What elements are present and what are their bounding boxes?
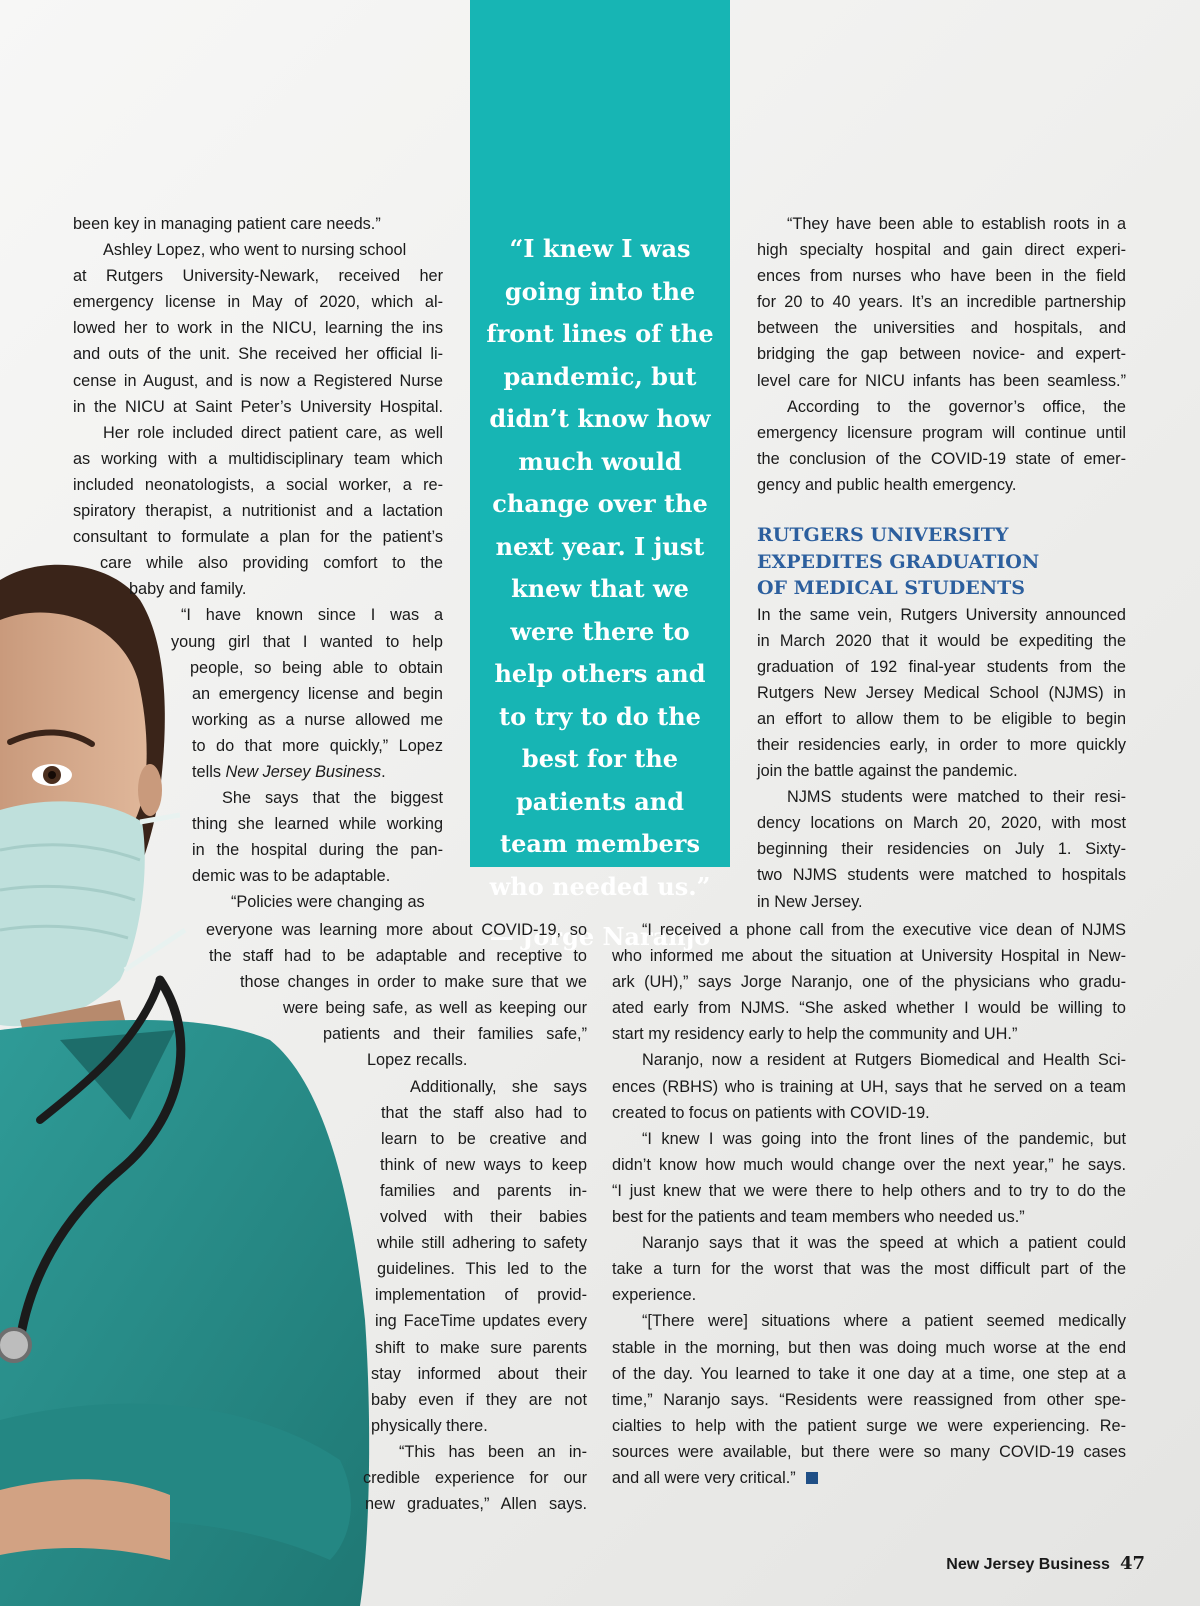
- text-line: for 20 to 40 years. It’s an incredible partnership: [757, 293, 1126, 312]
- headline-line: OF MEDICAL STUDENTS: [757, 577, 1025, 600]
- text-line: new graduates,” Allen says.: [365, 1495, 587, 1514]
- text-line: consultant to formulate a plan for the patient’s: [73, 528, 443, 547]
- text-line: [192, 759, 443, 785]
- text-line: take a turn for the worst that was the most difficult part of the: [612, 1260, 1126, 1279]
- left-column: [73, 211, 443, 916]
- text-line: two NJMS students were matched to hospitals: [757, 866, 1126, 885]
- text-line: guidelines. This led to the: [377, 1260, 587, 1279]
- text-line: NJMS students were matched to their resi-: [787, 788, 1126, 807]
- text-line: ated early from NJMS. “She asked whether I would be willing to: [612, 999, 1126, 1018]
- text-line: “They have been able to establish roots in a: [787, 215, 1126, 233]
- text-line: Lopez recalls.: [367, 1051, 468, 1070]
- text-line: lowed her to work in the NICU, learning the ins: [73, 319, 443, 338]
- text-line: best for the patients and team members who needed us.”: [612, 1208, 1025, 1227]
- footer-publication: New Jersey Business: [946, 1556, 1110, 1573]
- page-number: 47: [1119, 1553, 1145, 1574]
- text-line: between the universities and hospitals, and: [757, 319, 1126, 338]
- text-line: Ashley Lopez, who went to nursing school: [103, 241, 407, 260]
- text-line: According to the governor’s office, the: [787, 397, 1126, 416]
- text-line: the staff had to be adaptable and receptive to: [209, 947, 587, 966]
- text-line: “This has been an in-: [399, 1442, 587, 1461]
- text-line: created to focus on patients with COVID-19.: [612, 1103, 930, 1122]
- text-line: ences (RBHS) who is training at UH, says that he served on a team: [612, 1077, 1126, 1096]
- text-line: at Rutgers University-Newark, received her: [73, 267, 443, 286]
- page-footer: [946, 1553, 1145, 1574]
- text-line: “I just knew that we were there to help others and to try to do the: [612, 1181, 1126, 1200]
- middle-column: [190, 917, 587, 1517]
- text-fragment: .: [381, 762, 386, 781]
- text-line: shift to make sure parents: [375, 1338, 587, 1357]
- end-of-article-mark: [806, 1472, 818, 1484]
- text-line: Her role included direct patient care, as well: [103, 423, 443, 442]
- text-line: included neonatologists, a social worker, a re-: [73, 475, 443, 494]
- text-line: baby even if they are not: [371, 1390, 587, 1409]
- pull-quote-credit: — Jorge Naranjo: [489, 922, 711, 951]
- right-column: [757, 211, 1126, 915]
- text-line: high specialty hospital and gain direct experi-: [757, 241, 1126, 260]
- text-line: dency locations on March 20, 2020, with most: [757, 814, 1126, 833]
- text-fragment: and all were very critical.”: [612, 1468, 796, 1487]
- headline-line: RUTGERS UNIVERSITY: [757, 524, 1009, 547]
- text-line: [612, 1465, 1126, 1491]
- text-line: emergency license in May of 2020, which al-: [73, 293, 443, 312]
- text-line: been key in managing patient care needs.”: [73, 215, 381, 233]
- text-line: “[There were] situations where a patient seemed medically: [642, 1312, 1126, 1331]
- text-line: “I knew I was going into the front lines of the pandemic, but: [642, 1129, 1126, 1148]
- text-line: “I have known since I was a: [181, 606, 443, 625]
- text-line: spiratory therapist, a nutritionist and a lactation: [73, 502, 443, 521]
- text-line: in the hospital during the pan-: [192, 841, 443, 860]
- text-line: stable in the morning, but then was doing much worse at the end: [612, 1338, 1126, 1357]
- text-line: In the same vein, Rutgers University announced: [757, 605, 1126, 624]
- text-line: implementation of provid-: [375, 1286, 587, 1305]
- text-line: were being safe, as well as keeping our: [283, 999, 587, 1018]
- text-line: Rutgers New Jersey Medical School (NJMS) in: [757, 683, 1126, 702]
- text-line: their residencies early, in order to more quickly: [757, 736, 1126, 754]
- text-line: “I received a phone call from the executive vice dean of NJMS: [642, 921, 1126, 939]
- text-line: start my residency early to help the community and UH.”: [612, 1025, 1018, 1044]
- text-line: while still adhering to safety: [377, 1234, 587, 1253]
- text-line: think of new ways to keep: [380, 1155, 587, 1174]
- pull-quote-text: “I knew I was going into the front lines of the pandemic, but didn’t know how much would change over the next year. I just knew that we were there to help others and to try to do the best for the patients and team members who needed us.”: [486, 234, 714, 901]
- text-line: patients and their families safe,”: [323, 1025, 587, 1044]
- text-line: in March 2020 that it would be expediting the: [757, 631, 1126, 650]
- text-line: in the NICU at Saint Peter’s University Hospital.: [73, 397, 443, 416]
- text-line: ing FaceTime updates every: [375, 1312, 587, 1331]
- text-line: graduation of 192 final-year students from the: [757, 657, 1126, 676]
- text-line: volved with their babies: [380, 1208, 587, 1227]
- text-line: thing she learned while working: [192, 815, 443, 834]
- text-line: emergency licensure program will continue until: [757, 423, 1126, 442]
- text-line: level care for NICU infants has been seamless.”: [757, 371, 1126, 390]
- pull-quote-box: [470, 0, 730, 951]
- text-line: care while also providing comfort to the: [100, 554, 443, 573]
- text-line: Additionally, she says: [410, 1077, 587, 1096]
- text-line: an effort to allow them to be eligible to begin: [757, 709, 1126, 728]
- text-line: physically there.: [371, 1416, 488, 1435]
- text-line: “Policies were changing as: [231, 893, 425, 912]
- text-line: everyone was learning more about COVID-19, so: [206, 921, 587, 939]
- text-line: an emergency license and begin: [192, 684, 443, 703]
- text-line: in New Jersey.: [757, 892, 863, 911]
- text-line: cense in August, and is now a Registered Nurse: [73, 371, 443, 390]
- text-line: beginning their residencies on July 1. Sixty-: [757, 840, 1126, 859]
- text-line: She says that the biggest: [222, 789, 443, 808]
- text-line: credible experience for our: [363, 1468, 587, 1487]
- text-line: Naranjo says that it was the speed at which a patient could: [642, 1234, 1126, 1253]
- text-line: people, so being able to obtain: [190, 658, 443, 677]
- text-line: didn’t know how much would change over the next year,” he says.: [612, 1155, 1126, 1174]
- text-line: sources were available, but there were so many COVID-19 cases: [612, 1442, 1126, 1461]
- text-line: as working with a multidisciplinary team which: [73, 449, 443, 468]
- text-line: time,” Naranjo says. “Residents were reassigned from other spe-: [612, 1390, 1126, 1409]
- text-line: ark (UH),” says Jorge Naranjo, one of the physicians who gradu-: [612, 973, 1126, 992]
- text-line: and outs of the unit. She received her official li-: [73, 345, 443, 364]
- text-line: baby and family.: [129, 580, 247, 599]
- text-line: those changes in order to make sure that we: [240, 973, 587, 992]
- text-line: working as a nurse allowed me: [192, 710, 443, 729]
- text-line: ences from nurses who have been in the field: [757, 267, 1126, 286]
- text-line: bridging the gap between novice- and expert-: [757, 345, 1126, 364]
- text-line: of the day. You learned to take it one day at a time, one step at a: [612, 1364, 1126, 1383]
- text-line: families and parents in-: [380, 1181, 587, 1200]
- wide-column: [612, 917, 1126, 1491]
- text-line: that the staff also had to: [381, 1103, 587, 1122]
- text-line: cialties to help with the patient surge we were experiencing. Re-: [612, 1416, 1126, 1435]
- text-line: gency and public health emergency.: [757, 475, 1017, 494]
- text-line: who informed me about the situation at University Hospital in New-: [612, 947, 1126, 966]
- section-headline: [757, 522, 1126, 602]
- text-line: demic was to be adaptable.: [192, 867, 391, 886]
- text-line: Naranjo, now a resident at Rutgers Biomedical and Health Sci-: [642, 1051, 1126, 1070]
- text-fragment: tells: [192, 762, 221, 781]
- text-line: learn to be creative and: [381, 1129, 587, 1148]
- text-line: to do that more quickly,” Lopez: [192, 736, 443, 755]
- text-line: the conclusion of the COVID-19 state of emer-: [757, 449, 1126, 468]
- publication-name: New Jersey Business: [225, 762, 382, 781]
- text-line: experience.: [612, 1286, 697, 1305]
- headline-line: EXPEDITES GRADUATION: [757, 550, 1040, 573]
- text-line: young girl that I wanted to help: [171, 632, 443, 651]
- text-line: join the battle against the pandemic.: [757, 762, 1018, 781]
- text-line: stay informed about their: [371, 1364, 587, 1383]
